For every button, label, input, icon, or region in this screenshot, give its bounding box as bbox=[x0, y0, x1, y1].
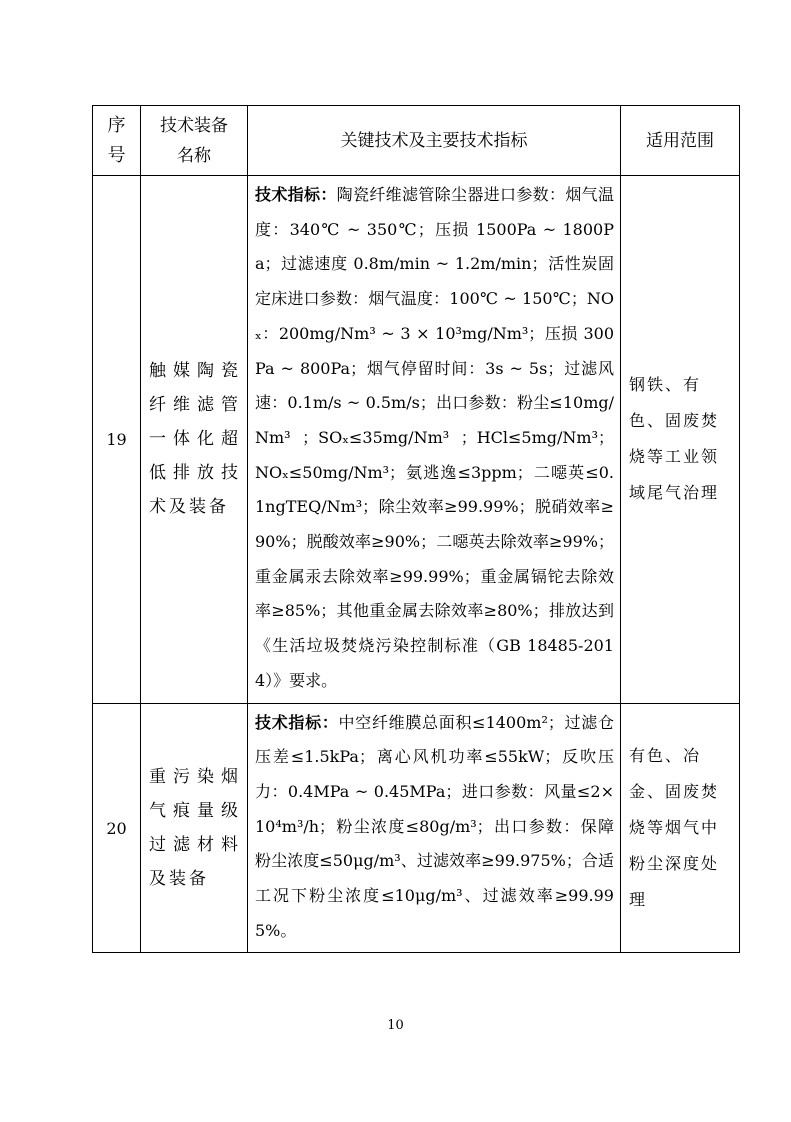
header-name: 技术装备名称 bbox=[160, 115, 228, 166]
table-row bbox=[93, 703, 740, 953]
row-scope: 有色、冶金、固废焚烧等烟气中粉尘深度处理 bbox=[621, 703, 740, 953]
header-scope: 适用范围 bbox=[621, 106, 740, 176]
row-equipment-name: 触媒陶瓷纤维滤管一体化超低排放技术及装备 bbox=[141, 176, 248, 704]
header-spec: 关键技术及主要技术指标 bbox=[248, 106, 621, 176]
row-index: 19 bbox=[93, 176, 141, 704]
header-index: 序号 bbox=[107, 114, 126, 166]
spec-text: 中空纤维膜总面积≤1400m²；过滤仓压差≤1.5kPa；离心风机功率≤55kW；反吹压力：0.4MPa ~ 0.45MPa；进口参数：风量≤2×10⁴m³/h；粉尘浓度≤80g/m³；出口参数：保障粉尘浓度≤50μg/m³、过滤效率≥99.975%；合适工况下粉尘浓度≤10μg/m³、过滤效率≥99.995%。 bbox=[255, 712, 614, 940]
table-header-row bbox=[93, 106, 740, 176]
row-index: 20 bbox=[93, 703, 141, 953]
row-spec bbox=[248, 176, 621, 704]
row-spec bbox=[248, 703, 621, 953]
row-scope: 钢铁、有色、固废焚烧等工业领域尾气治理 bbox=[621, 176, 740, 704]
spec-label: 技术指标： bbox=[255, 712, 339, 732]
header-index-cell bbox=[93, 106, 141, 176]
header-name-cell bbox=[141, 106, 248, 176]
page-number: 10 bbox=[387, 1018, 404, 1033]
spec-text: 陶瓷纤维滤管除尘器进口参数：烟气温度：340℃ ~ 350℃；压损 1500Pa ~ 1800Pa；过滤速度 0.8m/min ~ 1.2m/min；活性炭固定床进口参数：烟气温度：100℃ ~ 150℃；NOₓ：200mg/Nm³ ~ 3 × 10³mg/Nm³；压损 300Pa ~ 800Pa；烟气停留时间：3s ~ 5s；过滤风速：0.1m/s ~ 0.5m/s；出口参数：粉尘≤10mg/Nm³ ；SOₓ≤35mg/Nm³ ；HCl≤5mg/Nm³；NOₓ≤50mg/Nm³；氨逃逸≤3ppm；二噁英≤0.1ngTEQ/Nm³；除尘效率≥99.99%；脱硝效率≥90%；脱酸效率≥90%；二噁英去除效率≥99%；重金属汞去除效率≥99.99%；重金属镉铊去除效率≥85%；其他重金属去除效率≥80%；排放达到《生活垃圾焚烧污染控制标准（GB 18485-2014）》要求。 bbox=[255, 185, 614, 690]
technology-equipment-table bbox=[92, 105, 740, 953]
spec-label: 技术指标： bbox=[255, 185, 337, 204]
table-row bbox=[93, 176, 740, 704]
row-equipment-name: 重污染烟气痕量级过滤材料及装备 bbox=[141, 703, 248, 953]
